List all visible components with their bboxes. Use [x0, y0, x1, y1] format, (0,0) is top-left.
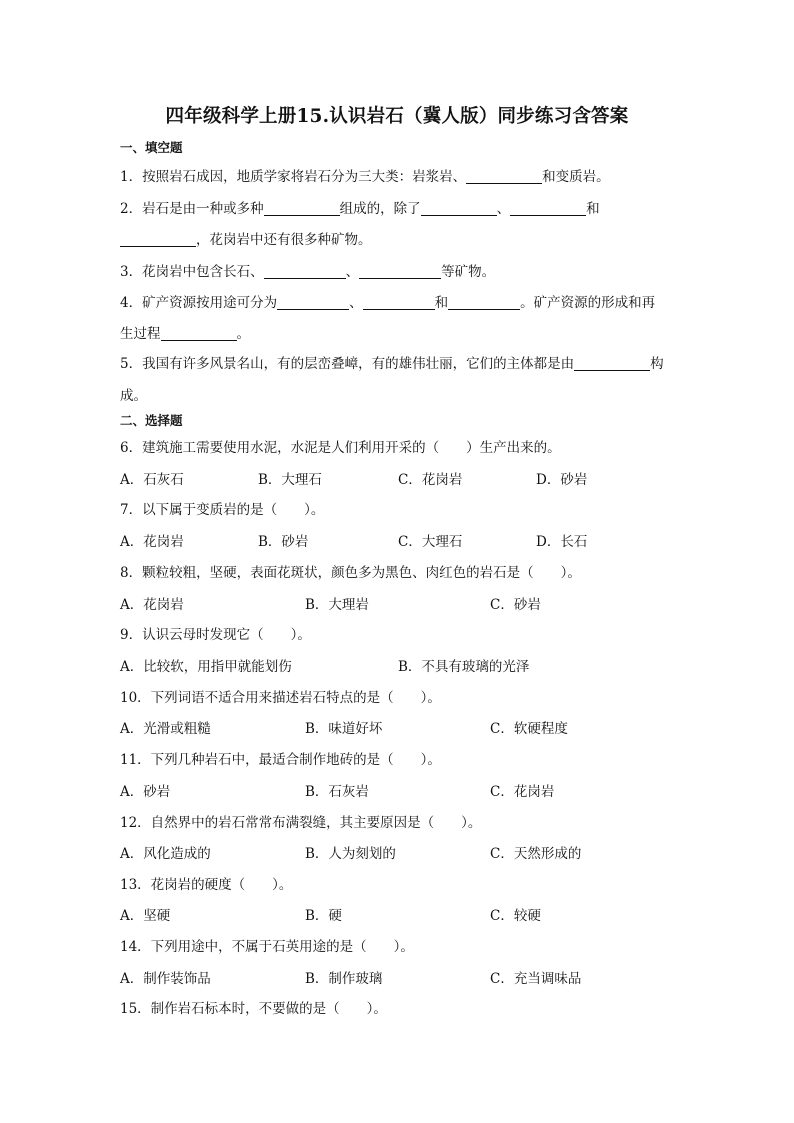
option-a[interactable]: A．花岗岩 — [120, 597, 184, 613]
option-a[interactable]: A．坚硬 — [120, 908, 171, 924]
question-5-continued: 成。 — [120, 388, 147, 404]
option-a[interactable]: A．制作装饰品 — [120, 971, 211, 987]
option-b[interactable]: B．石灰岩 — [305, 784, 369, 800]
question-2-continued: ，花岗岩中还有很多种矿物。 — [120, 228, 372, 248]
question-4: 4．矿产资源按用途可分为 、 和 。矿产资源的形成和再 — [120, 295, 656, 311]
option-c[interactable]: C．花岗岩 — [398, 472, 463, 488]
question-9: 9．认识云母时发现它（ ）。 — [120, 627, 311, 643]
section-fill-heading: 一、填空题 — [120, 140, 183, 155]
option-c[interactable]: C．天然形成的 — [490, 846, 582, 862]
option-a[interactable]: A．风化造成的 — [120, 846, 211, 862]
answer-blank[interactable] — [363, 295, 435, 310]
option-c[interactable]: C．软硬程度 — [490, 721, 568, 737]
answer-blank[interactable] — [466, 169, 542, 184]
question-14: 14．下列用途中，不属于石英用途的是（ ）。 — [120, 939, 414, 955]
page-title: 四年级科学上册15.认识岩石（冀人版）同步练习含答案 — [165, 106, 629, 127]
answer-blank[interactable] — [264, 264, 346, 279]
option-a[interactable]: A．砂岩 — [120, 784, 171, 800]
question-7: 7．以下属于变质岩的是（ ）。 — [120, 502, 325, 518]
answer-blank[interactable] — [359, 264, 441, 279]
option-a[interactable]: A．光滑或粗糙 — [120, 721, 211, 737]
option-c[interactable]: C．砂岩 — [490, 597, 541, 613]
answer-blank[interactable] — [161, 326, 237, 341]
option-b[interactable]: B．大理石 — [258, 472, 322, 488]
question-12: 12．自然界中的岩石常常布满裂缝，其主要原因是（ ）。 — [120, 815, 482, 831]
question-4-continued: 生过程 。 — [120, 326, 250, 342]
option-c[interactable]: C．较硬 — [490, 908, 541, 924]
option-b[interactable]: B．制作玻璃 — [305, 971, 383, 987]
option-b[interactable]: B．味道好坏 — [305, 721, 383, 737]
option-c[interactable]: C．充当调味品 — [490, 971, 582, 987]
answer-blank[interactable] — [421, 201, 497, 216]
option-d[interactable]: D．长石 — [536, 534, 588, 550]
question-2: 2．岩石是由一种或多种 组成的，除了 、 和 — [120, 201, 600, 217]
option-b[interactable]: B．砂岩 — [258, 534, 309, 550]
question-6: 6．建筑施工需要使用水泥，水泥是人们利用开采的（ ）生产出来的。 — [120, 440, 561, 456]
question-8: 8．颗粒较粗，坚硬，表面花斑状，颜色多为黑色、肉红色的岩石是（ ）。 — [120, 565, 581, 581]
option-d[interactable]: D．砂岩 — [536, 472, 588, 488]
question-15: 15．制作岩石标本时，不要做的是（ ）。 — [120, 1001, 387, 1017]
option-b[interactable]: B．不具有玻璃的光泽 — [398, 659, 530, 675]
option-b[interactable]: B．硬 — [305, 908, 342, 924]
answer-blank[interactable] — [448, 295, 520, 310]
option-a[interactable]: A．石灰石 — [120, 472, 184, 488]
option-b[interactable]: B．大理岩 — [305, 597, 369, 613]
option-a[interactable]: A．花岗岩 — [120, 534, 184, 550]
question-1: 1．按照岩石成因，地质学家将岩石分为三大类：岩浆岩、 和变质岩。 — [120, 169, 610, 185]
question-11: 11．下列几种岩石中，最适合制作地砖的是（ ）。 — [120, 752, 441, 768]
question-5: 5．我国有许多风景名山，有的层峦叠嶂，有的雄伟壮丽，它们的主体都是由 构 — [120, 356, 664, 372]
question-10: 10．下列词语不适合用来描述岩石特点的是（ ）。 — [120, 690, 441, 706]
section-choice-heading: 二、选择题 — [120, 413, 183, 428]
answer-blank[interactable] — [120, 232, 196, 247]
answer-blank[interactable] — [510, 201, 586, 216]
question-3: 3．花岗岩中包含长石、 、 等矿物。 — [120, 264, 496, 280]
option-c[interactable]: C．大理石 — [398, 534, 463, 550]
question-13: 13．花岗岩的硬度（ ）。 — [120, 877, 293, 893]
option-b[interactable]: B．人为刻划的 — [305, 846, 396, 862]
answer-blank[interactable] — [277, 295, 349, 310]
answer-blank[interactable] — [264, 201, 340, 216]
answer-blank[interactable] — [574, 356, 650, 371]
option-c[interactable]: C．花岗岩 — [490, 784, 555, 800]
option-a[interactable]: A．比较软，用指甲就能划伤 — [120, 659, 292, 675]
